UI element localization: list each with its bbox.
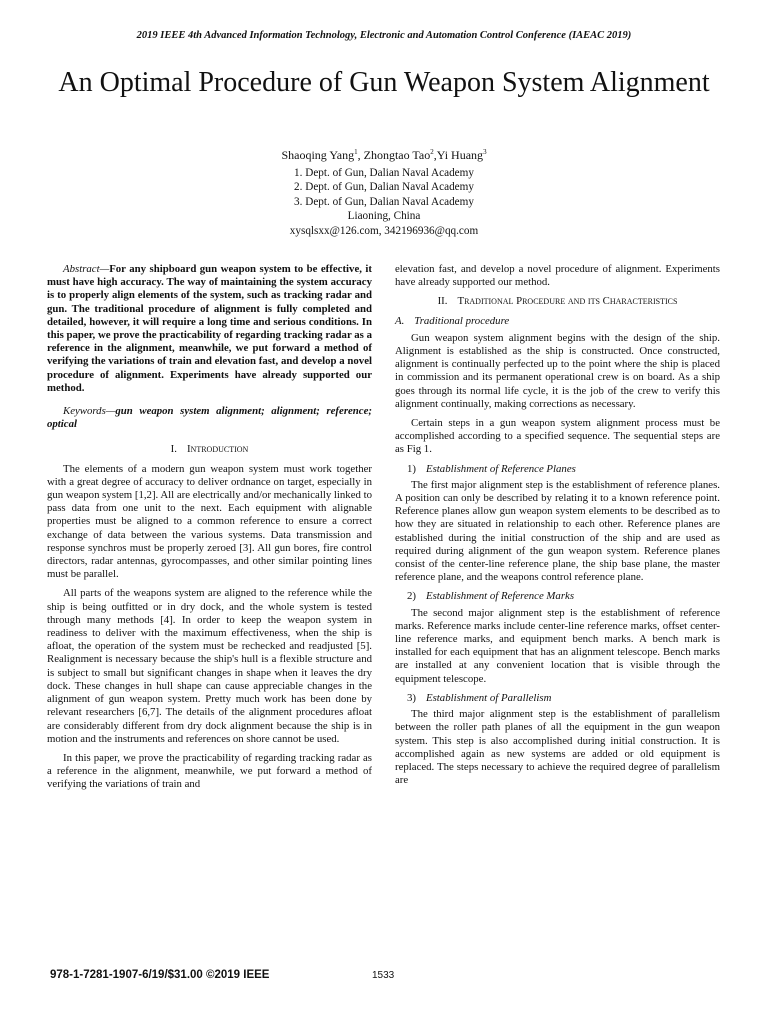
subsubsection-title: Establishment of Reference Marks	[426, 590, 575, 603]
right-column	[395, 263, 720, 793]
body-paragraph: All parts of the weapons system are aligned to the reference while the ship is being outfitted or in dry dock, and the whole system is tested through many methods [4]. In order to keep the weapon system in readiness to deliver with the maximum effectiveness, when the ship is afloat, the operation of the system must be rechecked and readjusted [5]. Realignment is necessary because the ship's hull is a flexible structure and is subject to small but significant changes in shape when it leaves the dry dock. These changes in hull shape can cause appreciable changes in the alignment of gun weapon system. Pretty much work has been done by relevant researchers [6,7]. The details of the alignment procedures afloat are considerably different from dry dock alignment because the ship is in motion and the instruments and references on shore cannot be used.	[47, 587, 372, 745]
section-number: II.	[437, 295, 448, 308]
subsubsection-number: 3)	[407, 691, 416, 704]
author-3: Yi Huang	[436, 148, 484, 162]
subsection-number: A.	[395, 314, 405, 327]
body-paragraph: The elements of a modern gun weapon system must work together with a great degree of accuracy to deliver ordnance on target, especially in gun weapon system [1,2]. All are electrically and/or mechanically linked to pass data from one unit to the next. Each equipment with alignable properties must be aligned to a common reference to ensure a correct exchange of data between the various systems. Data transmission and response synchros must be properly zeroed [3]. All gun bores, fire control directors, radar antennas, gyrocompasses, and other similar pointing lines must be parallel.	[47, 462, 372, 581]
subsubsection-number: 1)	[407, 462, 416, 475]
keywords-lead: Keywords—	[63, 405, 116, 418]
keywords	[47, 405, 372, 431]
abstract-text: For any shipboard gun weapon system to be effective, it must have high accuracy. The way of maintaining the system accuracy is to properly align elements of the system, such as tracking radar and gun. The traditional procedure of alignment is fully completed and detailed, however, it will require a long time and serious conditions. In this paper, we prove the practicability of regarding tracking radar as a reference in the alignment, meanwhile, we put forward a method of verifying the variations of train and elevation fast, and develop a novel procedure of alignment. Experiments have already supported our method.	[47, 263, 372, 394]
subsubsection-number: 2)	[407, 590, 416, 603]
subsubsection-heading	[395, 463, 720, 476]
section-title: Traditional Procedure and its Characteristics	[457, 295, 678, 308]
author-emails: xysqlsxx@126.com, 342196936@qq.com	[289, 224, 479, 237]
author-1: Shaoqing Yang	[281, 148, 355, 162]
body-paragraph: The second major alignment step is the establishment of reference marks. Reference marks include center-line reference marks, offset center-line reference marks, and equipment bench marks. A bench mark is installed for each equipment that has an alignment telescope. Bench marks are installed at any convenient location that is visible through the equipment telescope.	[395, 606, 720, 685]
body-paragraph: The first major alignment step is the establishment of reference planes. A position can only be described by relating it to a known reference point. Reference planes allow gun weapon system elements to be described as to how they are situated in relationship to each other. Reference planes are established during the initial construction of the ship and are used as required during alignment of the gun weapon system. Reference planes consist of the center-line reference plane, the ship base plane, the master reference plane, and the weapons control reference plane.	[395, 478, 720, 584]
keywords-text: gun weapon system alignment; alignment; reference; optical	[47, 405, 372, 431]
affiliations	[0, 166, 768, 238]
subsubsection-title: Establishment of Reference Planes	[426, 462, 576, 475]
body-paragraph-continued: elevation fast, and develop a novel procedure of alignment. Experiments have already supported our method.	[395, 263, 720, 289]
abstract-lead: Abstract—	[63, 263, 110, 275]
body-paragraph: In this paper, we prove the practicability of regarding tracking radar as a reference in the alignment, meanwhile, we put forward a method of verifying the variations of train and	[47, 751, 372, 791]
body-paragraph: The third major alignment step is the establishment of parallelism between the roller path planes of all the equipment in the gun weapon system. This step is also accomplished during initial construction. It is accomplished again as new systems are added or old equipment is replaced. The steps necessary to achieve the required degree of parallelism are	[395, 708, 720, 787]
subsection-title: Traditional procedure	[414, 314, 510, 327]
subsubsection-title: Establishment of Parallelism	[426, 691, 552, 704]
body-paragraph: Certain steps in a gun weapon system alignment process must be accomplished according to a specified sequence. The sequential steps are as Fig 1.	[395, 417, 720, 456]
subsubsection-heading	[395, 692, 720, 705]
author-2: Zhongtao Tao	[363, 148, 431, 162]
subsubsection-heading	[395, 590, 720, 603]
author-1-sup: 1	[354, 148, 358, 156]
abstract	[47, 263, 372, 395]
subsection-heading	[395, 315, 720, 328]
body-paragraph: Gun weapon system alignment begins with the design of the ship. Alignment is established as the ship is constructed. Once constructed, alignment is continually perfected up to the point where the ship is placed in commission and its permanent operational crew is on board. As a ship goes through its normal life cycle, it is the job of the crew to verify this alignment continually, making corrections as necessary.	[395, 331, 720, 410]
author-list: Shaoqing Yang$^1$, Zhongtao Tao$^2$,Yi Huang$^3$	[281, 148, 487, 162]
conference-header: 2019 IEEE 4th Advanced Information Technology, Electronic and Automation Control Conference (IAEAC 2019)	[136, 30, 632, 41]
affiliation-line: 3. Dept. of Gun, Dalian Naval Academy	[294, 195, 474, 208]
affiliation-location: Liaoning, China	[347, 210, 421, 223]
affiliation-line: 2. Dept. of Gun, Dalian Naval Academy	[294, 181, 474, 194]
section-heading-traditional	[395, 295, 720, 308]
page-number: 1533	[372, 970, 395, 981]
paper-title: An Optimal Procedure of Gun Weapon System Alignment	[58, 67, 710, 98]
author-3-sup: 3	[483, 148, 487, 156]
section-heading-introduction	[47, 443, 372, 456]
affiliation-line: 1. Dept. of Gun, Dalian Naval Academy	[294, 167, 474, 179]
author-2-sup: 2	[430, 148, 434, 156]
footer-isbn: 978-1-7281-1907-6/19/$31.00 ©2019 IEEE	[50, 969, 270, 981]
section-number: I.	[170, 443, 177, 456]
left-column	[47, 263, 372, 798]
section-title: Introduction	[186, 443, 249, 456]
